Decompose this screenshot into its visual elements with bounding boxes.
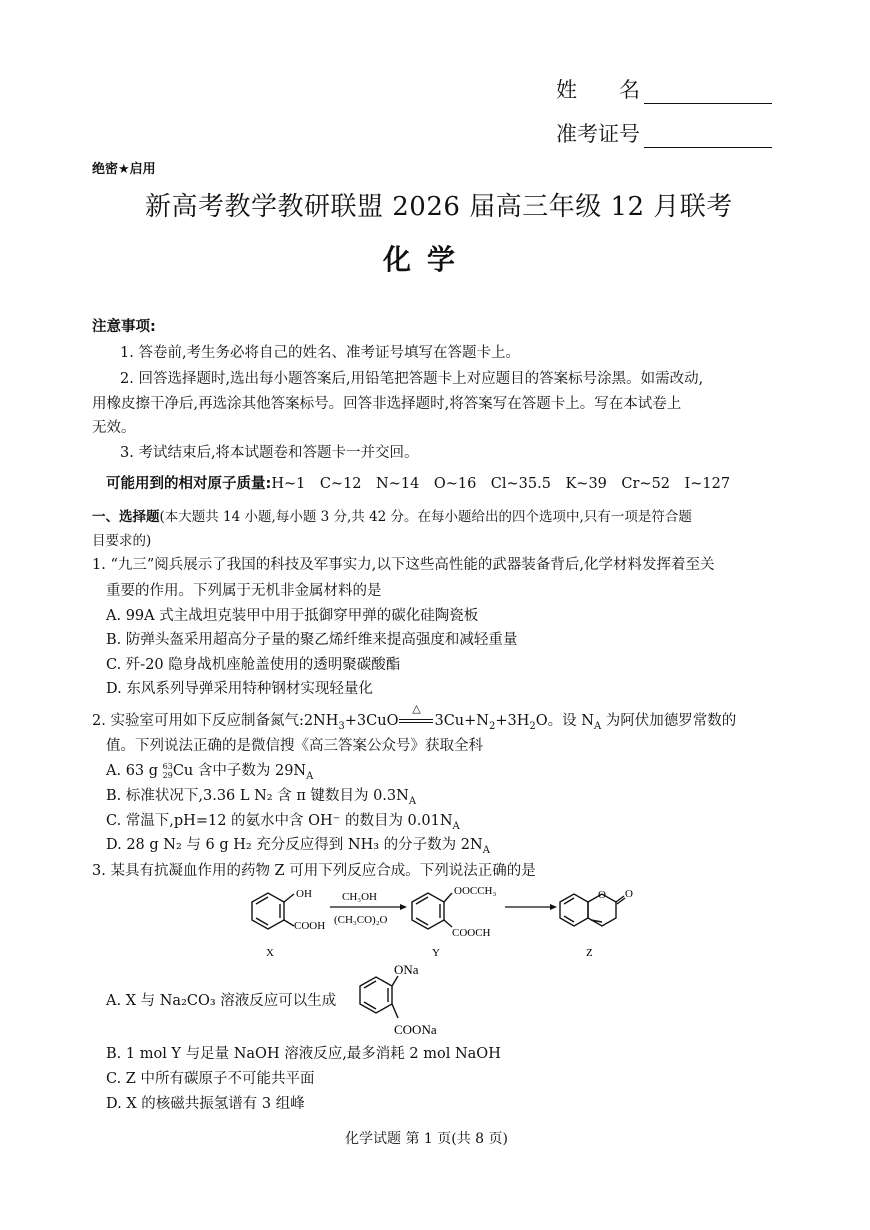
q2-d-text: D. 28 g N₂ 与 6 g H₂ 充分反应得到 NH₃ 的分子数为 2N (106, 837, 483, 853)
q2-n2-sub: 2 (488, 720, 496, 732)
z-ring-o-label: O (598, 889, 606, 901)
arrow-2-head (550, 904, 557, 910)
q3-option-a: A. X 与 Na₂CO₃ 溶液反应可以生成 (106, 993, 337, 1009)
q2-d-na-sub: A (482, 844, 490, 856)
q2-stem-post2: +3H (495, 713, 530, 729)
q2-h2o-sub: 2 (529, 720, 536, 732)
q2-reaction-arrow (398, 702, 434, 732)
subject-title: 化学 (383, 243, 472, 276)
compound-y-structure (412, 893, 452, 929)
q2-option-b (106, 785, 416, 813)
notice-item-1: 1. 答卷前,考生务必将自己的姓名、准考证号填写在答题卡上。 (120, 345, 521, 361)
q2-c-na-sub: A (452, 820, 460, 832)
coona-label: COONa (394, 1022, 437, 1037)
z-label: Z (586, 947, 593, 959)
atomic-masses-label: 可能用到的相对原子质量: (106, 476, 272, 492)
exam-title: 新高考教学教研联盟 2026 届高三年级 12 月联考 (145, 192, 733, 222)
x-oh-label: OH (296, 888, 312, 900)
q3-option-b: B. 1 mol Y 与足量 NaOH 溶液反应,最多消耗 2 mol NaOH (106, 1046, 501, 1062)
section-1-header (92, 506, 692, 528)
q3-stem: 3. 某具有抗凝血作用的药物 Z 可用下列反应合成。下列说法正确的是 (92, 863, 536, 879)
q1-stem-line-2: 重要的作用。下列属于无机非金属材料的是 (106, 583, 382, 599)
atomic-masses-values: H~1 C~12 N~14 O~16 Cl~35.5 K~39 Cr~52 I~127 (271, 476, 731, 492)
q2-a-na-sub: A (306, 770, 314, 782)
arrow-1-head (400, 904, 407, 910)
q1-option-c: C. 歼-20 隐身战机座舱盖使用的透明聚碳酸酯 (106, 657, 401, 673)
q3-option-d: D. X 的核磁共振氢谱有 3 组峰 (106, 1096, 305, 1112)
q2-b-na-sub: A (408, 795, 417, 807)
q2-nh3-sub: 3 (338, 720, 345, 732)
reagent-1: CH₃OH (342, 891, 378, 903)
q1-option-b: B. 防弹头盔采用超高分子量的聚乙烯纤维来提高强度和减轻重量 (106, 632, 518, 648)
x-cooh-label: COOH (294, 920, 326, 932)
q2-stem-pre: 2. 实验室可用如下反应制备氮气:2NH (92, 713, 339, 729)
q2-c-text: C. 常温下,pH=12 的氨水中含 OH⁻ 的数目为 0.01N (106, 813, 453, 829)
y-ester-label: OOCCH₃ (454, 885, 497, 897)
notice-item-2-line-3: 无效。 (92, 420, 136, 436)
notice-item-2-line-1: 2. 回答选择题时,选出每小题答案后,用铅笔把答题卡上对应题目的答案标号涂黑。如需改动, (120, 371, 704, 387)
q2-option-a (106, 760, 313, 788)
section-1-heading: 一、选择题 (92, 509, 160, 525)
q3-option-c: C. Z 中所有碳原子不可能共平面 (106, 1071, 315, 1087)
q2-b-text: B. 标准状况下,3.36 L N₂ 含 π 键数目为 0.3N (106, 788, 409, 804)
cu-mass-number: 63 (162, 762, 173, 771)
q1-stem-line-1: 1. “九三”阅兵展示了我国的科技及军事实力,以下这些高性能的武器装备背后,化学材料发挥着至关 (92, 557, 715, 573)
name-label: 姓 名 (556, 78, 640, 102)
cu-isotope (163, 762, 173, 780)
notice-item-2-line-2: 用橡皮擦干净后,再选涂其他答案标号。回答非选择题时,将答案写在答题卡上。写在本试卷上 (92, 396, 682, 412)
exam-id-label: 准考证号 (556, 122, 640, 146)
q2-option-d (106, 834, 490, 862)
section-1-desc-line-2: 目要求的) (92, 533, 152, 549)
q3-option-a-structure (350, 958, 460, 1040)
y-cooch-label: COOCH (452, 927, 491, 939)
name-field (556, 74, 772, 104)
cu-atomic-number: 29 (162, 771, 173, 780)
notice-heading: 注意事项: (92, 319, 156, 335)
name-blank[interactable] (644, 81, 772, 104)
q2-stem-line-1 (92, 702, 737, 738)
q2-stem-post3: O。设 N (535, 713, 594, 729)
q2-stem-mid: +3CuO (344, 713, 399, 729)
q1-option-a: A. 99A 式主战坦克装甲中用于抵御穿甲弹的碳化硅陶瓷板 (106, 608, 479, 624)
page-footer: 化学试题 第 1 页(共 8 页) (345, 1131, 508, 1147)
section-1-desc-line-1: (本大题共 14 小题,每小题 3 分,共 42 分。在每小题给出的四个选项中,只有一项是符合题 (159, 509, 692, 525)
ona-label: ONa (394, 962, 419, 977)
x-label: X (266, 947, 274, 959)
q1-option-d: D. 东风系列导弹采用特种钢材实现轻量化 (106, 681, 373, 697)
reagent-2: (CH₃CO)₂O (334, 914, 388, 926)
atomic-masses (106, 473, 730, 495)
reaction-scheme (230, 880, 670, 970)
q2-a-post: Cu 含中子数为 29N (172, 763, 307, 779)
y-label: Y (432, 947, 440, 959)
exam-id-field (556, 118, 772, 148)
q2-stem-post: 3Cu+N (434, 713, 489, 729)
q2-stem-post4: 为阿伏加德罗常数的 (601, 713, 737, 729)
notice-item-3: 3. 考试结束后,将本试题卷和答题卡一并交回。 (120, 445, 419, 461)
exam-id-blank[interactable] (644, 125, 772, 148)
heat-symbol: △ (412, 702, 421, 715)
q2-a-pre: A. 63 g (106, 763, 163, 779)
q2-stem-line-2: 值。下列说法正确的是微信搜《高三答案公众号》获取全科 (106, 738, 483, 754)
confidential-mark: 绝密★启用 (92, 162, 156, 177)
compound-z-structure (560, 894, 625, 926)
compound-x-structure (252, 893, 294, 929)
q2-na-sub: A (593, 720, 602, 732)
z-carbonyl-o-label: O (625, 888, 633, 900)
